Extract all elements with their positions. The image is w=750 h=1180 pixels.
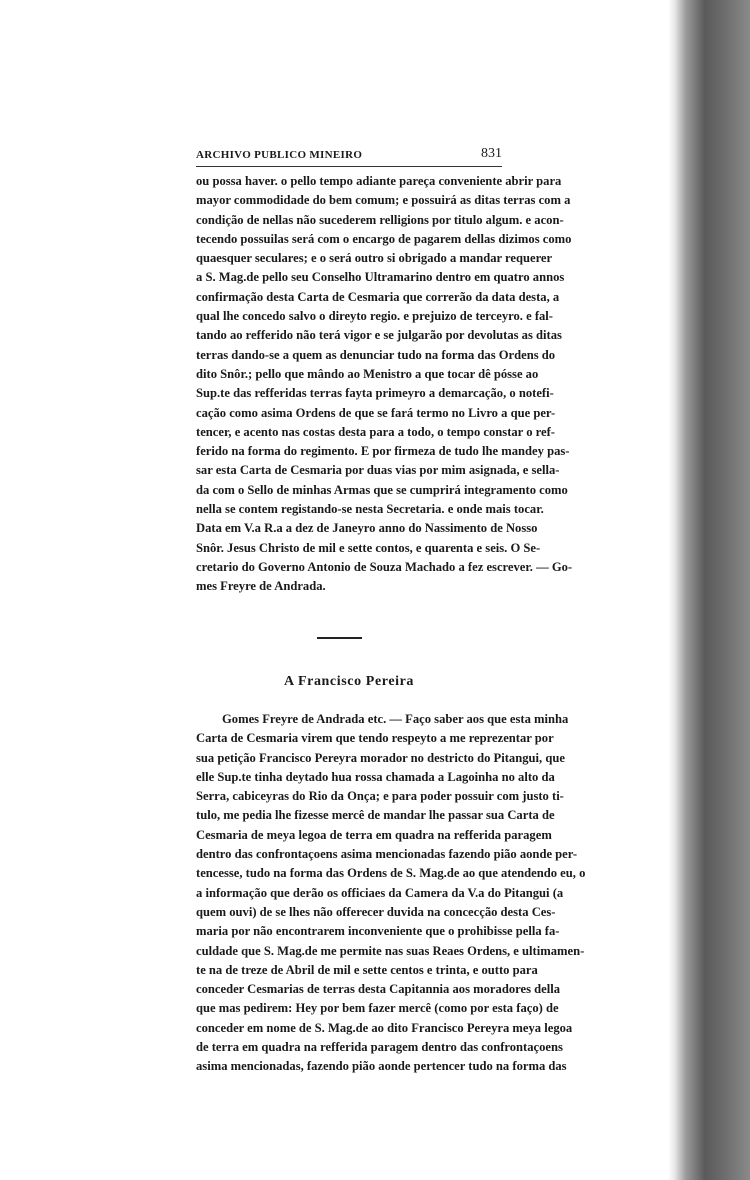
text-line: elle Sup.te tinha deytado hua rossa chamada a Lagoinha no alto da <box>196 769 555 784</box>
text-line: confirmação desta Carta de Cesmaria que correrão da data desta, a <box>196 289 560 304</box>
text-line: quem ouvi) de se lhes não offerecer duvida na concecção desta Ces- <box>196 904 556 919</box>
text-line: da com o Sello de minhas Armas que se cumprirá integramento como <box>196 482 568 497</box>
text-line: terras dando-se a quem as denunciar tudo na forma das Ordens do <box>196 347 556 362</box>
text-line: a informação que derão os officiaes da Camera da V.a do Pitangui (a <box>196 885 564 900</box>
text-line: tando ao refferido não terá vigor e se julgarão por devolutas as ditas <box>196 328 562 343</box>
text-line: nella se contem registando-se nesta Secretaria. e onde mais tocar. <box>196 502 544 517</box>
header-title: ARCHIVO PUBLICO MINEIRO <box>196 149 363 161</box>
text-line: ferido na forma do regimento. E por firmeza de tudo lhe mandey pas- <box>196 444 570 459</box>
text-line: maria por não encontrarem inconveniente que o prohibisse pella fa- <box>196 924 560 939</box>
text-line: condição de nellas não sucederem relligions por titulo algum. e acon- <box>196 212 564 227</box>
text-line: conceder em nome de S. Mag.de ao dito Francisco Pereyra meya legoa <box>196 1020 573 1035</box>
text-line: que mas pedirem: Hey por bem fazer mercê (como por esta faço) de <box>196 1001 559 1016</box>
text-line: culdade que S. Mag.de me permite nas suas Reaes Ordens, e ultimamen- <box>196 943 585 958</box>
text-line: tencesse, tudo na forma das Ordens de S. Mag.de ao que atendendo eu, o <box>196 866 586 881</box>
text-line: sua petição Francisco Pereyra morador no destricto do Pitangui, que <box>196 750 565 765</box>
text-line: te na de treze de Abril de mil e sette centos e trinta, e outto para <box>196 962 538 977</box>
text-line: dentro das confrontaçoens asima mencionadas fazendo pião aonde per- <box>196 847 578 862</box>
section-divider <box>317 637 362 639</box>
text-line: de terra em quadra na refferida paragem dentro das confrontaçoens <box>196 1040 563 1055</box>
text-line: dito Snôr.; pello que mândo ao Menistro a que tocar dê pósse ao <box>196 366 539 381</box>
text-line: mes Freyre de Andrada. <box>196 579 326 594</box>
text-line: Carta de Cesmaria virem que tendo respeyto a me reprezentar por <box>196 731 554 746</box>
text-line: mayor commodidade do bem comum; e possuirá as ditas terras com a <box>196 193 571 208</box>
text-line: Snôr. Jesus Christo de mil e sette contos, e quarenta e seis. O Se- <box>196 540 541 555</box>
text-line: a S. Mag.de pello seu Conselho Ultramarino dentro em quatro annos <box>196 270 565 285</box>
text-line: Gomes Freyre de Andrada etc. — Faço saber aos que esta minha <box>222 712 569 726</box>
text-line: cretario do Governo Antonio de Souza Machado a fez escrever. — Go- <box>196 559 573 574</box>
text-line: Cesmaria de meya legoa de terra em quadra na refferida paragem <box>196 827 552 842</box>
text-line: cação como asima Ordens de que se fará termo no Livro a que per- <box>196 405 556 420</box>
text-line: sar esta Carta de Cesmaria por duas vias por mim asignada, e sella- <box>196 463 560 478</box>
text-line: tecendo possuilas será com o encargo de pagarem dellas dizimos como <box>196 231 572 246</box>
book-binding-shadow <box>668 0 750 1180</box>
text-line: tencer, e acento nas costas desta para a todo, o tempo constar o ref- <box>196 424 555 439</box>
text-line: conceder Cesmarias de terras desta Capitannia aos moradores della <box>196 982 561 997</box>
page-number: 831 <box>481 146 502 161</box>
text-line: ou possa haver. o pello tempo adiante pareça conveniente abrir para <box>196 174 562 188</box>
text-line: Data em V.a R.a a dez de Janeyro anno do Nassimento de Nosso <box>196 521 538 536</box>
text-line: tulo, me pedia lhe fizesse mercê de mandar lhe passar sua Carta de <box>196 808 555 823</box>
text-line: qual lhe concedo salvo o direyto regio. e prejuizo de terceyro. e fal- <box>196 309 553 324</box>
text-line: quaesquer seculares; e o será outro si obrigado a mandar requerer <box>196 251 553 266</box>
paragraph-2 <box>196 710 586 1077</box>
text-line: asima mencionadas, fazendo pião aonde pertencer tudo na forma das <box>196 1059 567 1074</box>
text-line: Sup.te das refferidas terras fayta primeyro a demarcação, o notefi- <box>196 386 554 401</box>
running-header <box>196 146 502 167</box>
text-line: Serra, cabiceyras do Rio da Onça; e para poder possuir com justo ti- <box>196 789 564 804</box>
paragraph-1 <box>196 172 573 597</box>
section-heading: A Francisco Pereira <box>283 674 415 689</box>
